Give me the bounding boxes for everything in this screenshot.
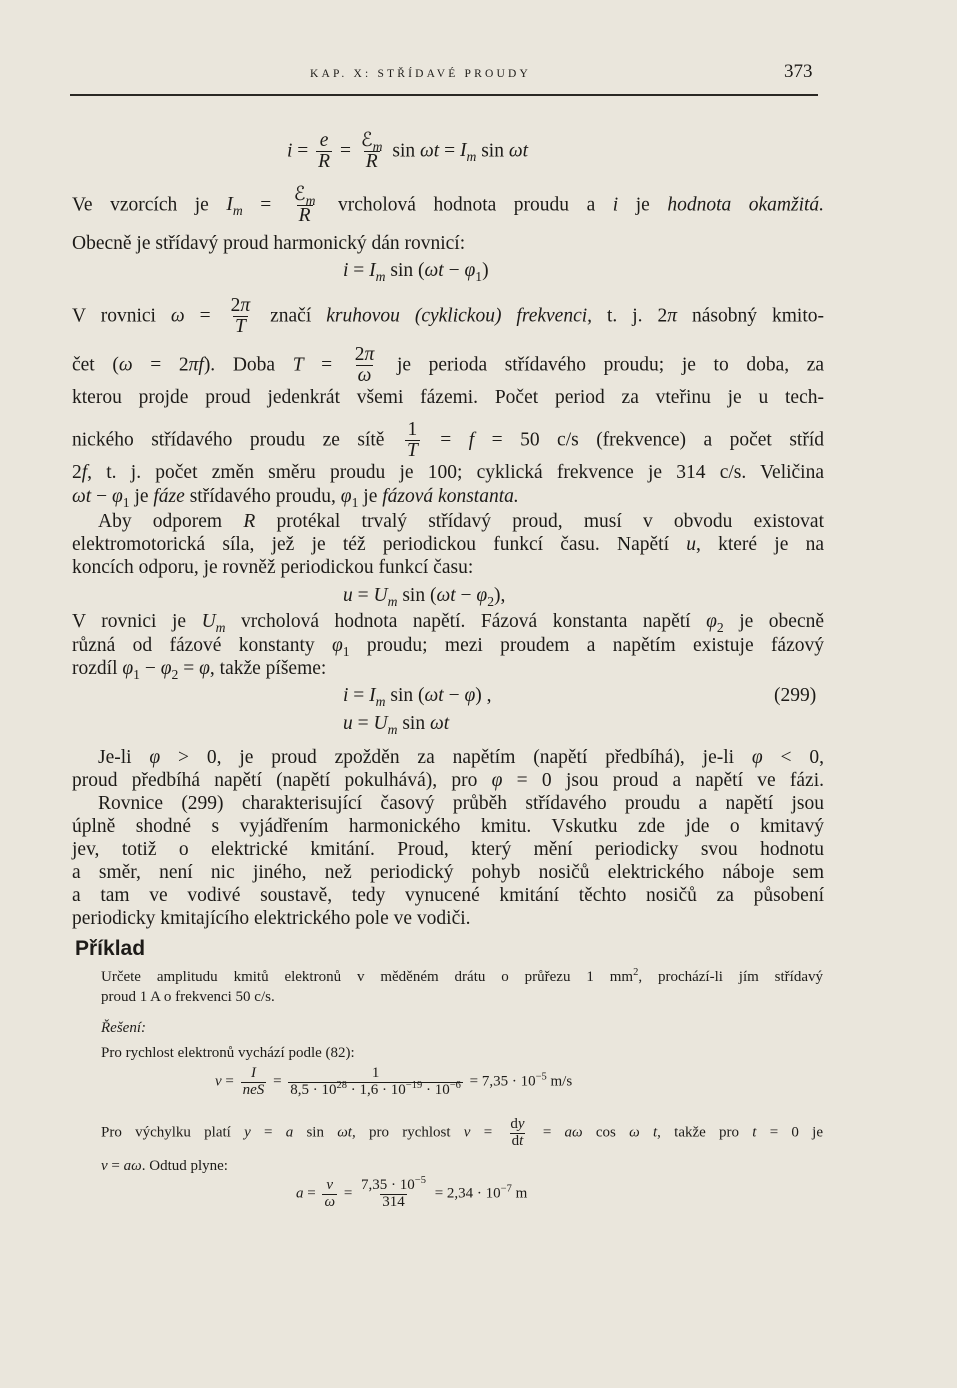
equation-number: (299) <box>774 685 817 706</box>
text-line: nického střídavého proudu ze sítě $\frac{1}{T}$ = f = 50 c/s (frekvence) a počet stříd <box>72 419 824 462</box>
page-number: 373 <box>784 61 813 82</box>
equation-amplitude: a = $\frac{v}{\omega}$ = $\frac{7,35 \cdot 10^{-5}}{314}$ = $2,34 \cdot 10^{-7}$ m <box>296 1175 528 1210</box>
text-line: proud předbíhá napětí (napětí pokulhává), pro φ = 0 jsou proud a napětí ve fázi. <box>72 770 825 791</box>
text-line: 2f, t. j. počet změn směru proudu je 100; cyklická frekvence je 314 c/s. Veličina <box>72 462 825 483</box>
solution-label: Řešení: <box>101 1020 146 1036</box>
running-header: KAP. X: STŘÍDAVÉ PROUDY <box>310 68 531 80</box>
solution-text: Pro výchylku platí y = a sin ωt, pro rychlost v = $\frac{dy}{dt}$ = aω cos ω t, takže pro t = 0 je <box>101 1116 823 1149</box>
text-line: různá od fázové konstanty $\varphi_1$ proudu; mezi proudem a napětím existuje fázový <box>72 635 824 659</box>
text-line: úplně shodné s vyjádřením harmonického kmitu. Vskutku zde jde o kmitavý <box>72 816 824 837</box>
example-heading: Příklad <box>75 937 146 960</box>
text-line: koncích odporu, je rovněž periodickou funkcí času: <box>72 557 474 578</box>
text-line: a směr, není nic jiného, než periodický pohyb nosičů elektrického náboje sem <box>72 862 824 883</box>
solution-text: Pro rychlost elektronů vychází podle (82): <box>101 1045 355 1061</box>
text-line: elektromotorická síla, jež je též periodickou funkcí času. Napětí u, které je na <box>72 534 825 555</box>
equation-voltage: $u = U_m$ $\sin (\omega t - \varphi_2)$, <box>343 585 506 609</box>
text-line: kterou projde proud jedenkrát všemi fázemi. Počet period za vteřinu je u tech- <box>72 387 824 408</box>
text-line: $\omega t - \varphi_1$ je fáze střídavého proudu, $\varphi_1$ je fázová konstanta. <box>72 486 519 510</box>
equation-299-voltage: $u = U_m$ sin ωt <box>343 713 450 737</box>
text-line: a tam ve vodivé soustavě, tedy vynucené kmitání těchto nosičů za působení <box>72 885 824 906</box>
text-line: jev, totiž o elektrické kmitání. Proud, který mění periodicky svou hodnotu <box>72 839 824 860</box>
example-task-line: proud 1 A o frekvenci 50 c/s. <box>101 989 275 1005</box>
equation-speed: v = I neS = $\frac{1}{8,5 \cdot 10^{28} \cdot 1,6 \cdot 10^{-19} \cdot 10^{-6}}$ = $7,35 \cdot 10^{-5}$ m/s <box>215 1065 573 1098</box>
text-line: čet (ω = 2πf). Doba T = $\frac{2\pi}{\omega}$ je perioda střídavého proudu; je to doba, za <box>72 344 825 387</box>
example-task-line: Určete amplitudu kmitů elektronů v měděném drátu o průřezu 1 $mm^2$, prochází-li jím střídavý <box>101 967 824 985</box>
text-line: Rovnice (299) charakterisující časový průběh střídavého proudu a napětí jsou <box>98 793 824 814</box>
text-line: Je-li φ > 0, je proud zpožděn za napětím (napětí předbíhá), je-li φ < 0, <box>98 747 825 768</box>
equation-current: i = $\frac{e}{R}$ = ℰ$_m$ R $\sin \omega t = I_m$ sin ωt <box>287 130 529 173</box>
text-line: V rovnici je $U_m$ vrcholová hodnota napětí. Fázová konstanta napětí $\varphi_2$ je obecně <box>72 611 825 635</box>
solution-text: v = aω. Odtud plyne: <box>101 1158 228 1174</box>
header-rule <box>70 94 818 96</box>
text-line: Obecně je střídavý proud harmonický dán rovnicí: <box>72 233 466 254</box>
equation-harmonic: $i = I_m$ $\sin (\omega t - \varphi_1)$ <box>343 260 489 284</box>
text-line: Ve vzorcích je $I_m$ = ℰ$_m$ R vrcholová hodnota proudu a i je hodnota okamžitá. <box>72 184 825 227</box>
text-line: rozdíl $\varphi_1 - \varphi_2 = \varphi$, takže píšeme: <box>72 658 327 682</box>
equation-299-current: $i = I_m$ sin (ωt − φ) , <box>343 685 492 709</box>
text-line: V rovnici ω = $\frac{2\pi}{T}$ značí kruhovou (cyklickou) frekvenci, t. j. 2π násobný kmito- <box>72 295 824 338</box>
text-line: Aby odporem R protékal trvalý střídavý proud, musí v obvodu existovat <box>98 511 824 532</box>
text-line: periodicky kmitajícího elektrického pole ve vodiči. <box>72 908 471 929</box>
